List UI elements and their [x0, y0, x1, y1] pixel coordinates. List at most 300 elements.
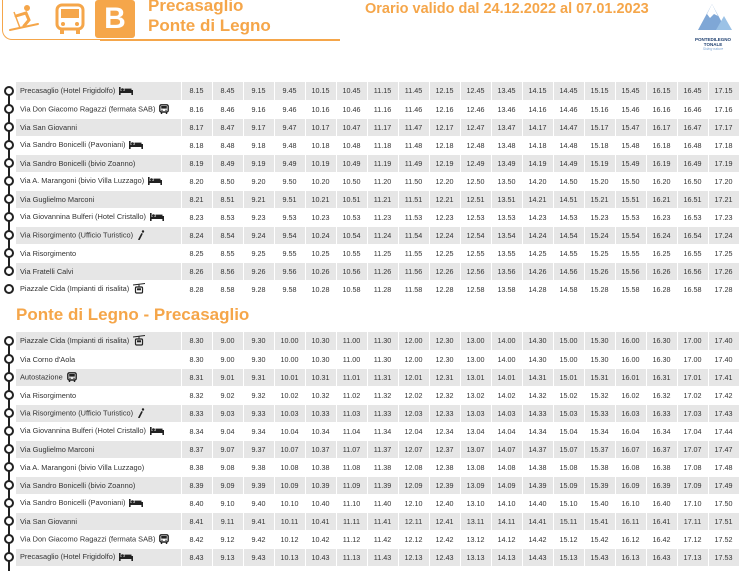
- departure-time: 9.30: [243, 332, 274, 350]
- departure-time: 17.00: [677, 332, 708, 350]
- departure-time: 10.55: [336, 244, 367, 262]
- departure-time: 16.33: [646, 404, 677, 422]
- stop-marker: [4, 176, 14, 186]
- departure-time: 11.46: [398, 100, 429, 118]
- departure-time: 13.13: [460, 548, 491, 566]
- table-row: [16, 280, 739, 298]
- departure-time: 9.47: [274, 118, 305, 136]
- departure-time: 12.49: [460, 154, 491, 172]
- departure-time: 17.43: [708, 404, 739, 422]
- departure-time: 9.58: [274, 280, 305, 298]
- departure-time: 8.38: [181, 458, 212, 476]
- departure-time: 16.34: [646, 422, 677, 440]
- departure-time: 15.25: [584, 244, 615, 262]
- departure-time: 9.26: [243, 262, 274, 280]
- departure-time: 15.43: [584, 548, 615, 566]
- departure-time: 17.03: [677, 404, 708, 422]
- table-row: [16, 548, 739, 566]
- stop-label: Via Corno d'Aola: [20, 354, 76, 364]
- stop-label: Via Risorgimento (Ufficio Turistico): [20, 229, 134, 239]
- departure-time: 9.17: [243, 118, 274, 136]
- departure-time: 12.42: [429, 530, 460, 548]
- departure-time: 16.48: [677, 136, 708, 154]
- departure-time: 10.50: [336, 172, 367, 190]
- departure-time: 8.47: [212, 118, 243, 136]
- departure-time: 16.56: [677, 262, 708, 280]
- stop-name: [16, 332, 181, 350]
- departure-time: 13.50: [491, 172, 522, 190]
- departure-time: 9.53: [274, 208, 305, 226]
- stop-name: [16, 208, 181, 226]
- bed-icon: [150, 213, 164, 222]
- departure-time: 14.00: [491, 350, 522, 368]
- departure-time: 11.58: [398, 280, 429, 298]
- departure-time: 13.54: [491, 226, 522, 244]
- table-row: [16, 244, 739, 262]
- departure-time: 9.12: [212, 530, 243, 548]
- departure-time: 15.49: [615, 154, 646, 172]
- departure-time: 16.18: [646, 136, 677, 154]
- stop-label: Via Don Giacomo Ragazzi (fermata SAB): [20, 533, 156, 543]
- departure-time: 9.37: [243, 440, 274, 458]
- departure-time: 13.08: [460, 458, 491, 476]
- departure-time: 14.09: [491, 476, 522, 494]
- stop-label: Via Giovannina Bulferi (Hotel Cristallo): [20, 212, 146, 222]
- departure-time: 11.20: [367, 172, 398, 190]
- departure-time: 14.20: [522, 172, 553, 190]
- departure-time: 11.49: [398, 154, 429, 172]
- departure-time: 17.52: [708, 530, 739, 548]
- pontedilegno-tonale-logo: PONTEDILEGNO TONALE Skiing nature: [690, 0, 736, 46]
- table-row: [16, 476, 739, 494]
- departure-time: 9.21: [243, 190, 274, 208]
- departure-time: 9.30: [243, 350, 274, 368]
- departure-time: 16.03: [615, 404, 646, 422]
- departure-time: 15.51: [615, 190, 646, 208]
- departure-time: 12.40: [429, 494, 460, 512]
- departure-time: 15.58: [615, 280, 646, 298]
- departure-time: 12.12: [398, 530, 429, 548]
- stop-label: Precasaglio (Hotel Frigidolfo): [20, 85, 116, 95]
- info-icon: [137, 230, 145, 241]
- departure-time: 10.32: [305, 386, 336, 404]
- departure-time: 10.37: [305, 440, 336, 458]
- departure-time: 14.26: [522, 262, 553, 280]
- departure-time: 11.09: [336, 476, 367, 494]
- departure-time: 14.49: [553, 154, 584, 172]
- departure-time: 10.33: [305, 404, 336, 422]
- departure-time: 16.43: [646, 548, 677, 566]
- table-row: [16, 512, 739, 530]
- stop-name: [16, 226, 181, 244]
- stop-label: Via Giovannina Bulferi (Hotel Cristallo): [20, 426, 146, 436]
- departure-time: 16.21: [646, 190, 677, 208]
- table-row: [16, 172, 739, 190]
- departure-time: 14.28: [522, 280, 553, 298]
- departure-time: 11.12: [336, 530, 367, 548]
- departure-time: 9.45: [274, 82, 305, 100]
- departure-time: 10.21: [305, 190, 336, 208]
- departure-time: 15.01: [553, 368, 584, 386]
- stop-marker: [4, 444, 14, 454]
- departure-time: 11.18: [367, 136, 398, 154]
- departure-time: 12.30: [429, 350, 460, 368]
- departure-time: 14.16: [522, 100, 553, 118]
- departure-time: 10.31: [305, 368, 336, 386]
- departure-time: 9.23: [243, 208, 274, 226]
- stop-marker: [4, 552, 14, 562]
- departure-time: 15.12: [553, 530, 584, 548]
- departure-time: 16.07: [615, 440, 646, 458]
- departure-time: 17.51: [708, 512, 739, 530]
- departure-time: 15.04: [553, 422, 584, 440]
- stop-marker: [4, 336, 14, 346]
- stop-label: Via Guglielmo Marconi: [20, 194, 95, 204]
- departure-time: 13.45: [491, 82, 522, 100]
- departure-time: 14.07: [491, 440, 522, 458]
- departure-time: 15.50: [615, 172, 646, 190]
- stop-marker: [4, 86, 14, 96]
- departure-time: 13.51: [491, 190, 522, 208]
- departure-time: 12.10: [398, 494, 429, 512]
- departure-time: 16.23: [646, 208, 677, 226]
- departure-time: 17.16: [708, 100, 739, 118]
- departure-time: 14.32: [522, 386, 553, 404]
- departure-time: 13.03: [460, 404, 491, 422]
- departure-time: 9.43: [243, 548, 274, 566]
- departure-time: 16.55: [677, 244, 708, 262]
- departure-time: 14.04: [491, 422, 522, 440]
- stop-label: Via Risorgimento: [20, 390, 77, 400]
- departure-time: 10.38: [305, 458, 336, 476]
- departure-time: 9.24: [243, 226, 274, 244]
- departure-time: 14.40: [522, 494, 553, 512]
- bed-icon: [148, 177, 162, 186]
- stop-marker: [4, 140, 14, 150]
- departure-time: 14.46: [553, 100, 584, 118]
- departure-time: 17.00: [677, 350, 708, 368]
- departure-time: 13.11: [460, 512, 491, 530]
- departure-time: 8.34: [181, 422, 212, 440]
- departure-time: 13.56: [491, 262, 522, 280]
- departure-time: 17.40: [708, 332, 739, 350]
- cable-car-icon: [133, 283, 145, 295]
- stop-marker: [4, 534, 14, 544]
- departure-time: 12.02: [398, 386, 429, 404]
- departure-time: 11.03: [336, 404, 367, 422]
- departure-time: 8.31: [181, 368, 212, 386]
- departure-time: 17.08: [677, 458, 708, 476]
- departure-time: 17.49: [708, 476, 739, 494]
- stop-label: Via Sandro Bonicelli (Pavoniani): [20, 140, 126, 150]
- departure-time: 13.55: [491, 244, 522, 262]
- departure-time: 12.48: [460, 136, 491, 154]
- departure-time: 14.19: [522, 154, 553, 172]
- departure-time: 15.30: [584, 350, 615, 368]
- departure-time: 12.20: [429, 172, 460, 190]
- stop-name: [16, 476, 181, 494]
- departure-time: 11.26: [367, 262, 398, 280]
- departure-time: 16.30: [646, 350, 677, 368]
- departure-time: 12.55: [460, 244, 491, 262]
- departure-time: 16.41: [646, 512, 677, 530]
- departure-time: 10.08: [274, 458, 305, 476]
- departure-time: 12.09: [398, 476, 429, 494]
- departure-time: 11.34: [367, 422, 398, 440]
- departure-time: 9.04: [212, 422, 243, 440]
- departure-time: 8.41: [181, 512, 212, 530]
- departure-time: 11.53: [398, 208, 429, 226]
- departure-time: 8.48: [212, 136, 243, 154]
- departure-time: 16.58: [677, 280, 708, 298]
- stop-name: [16, 440, 181, 458]
- departure-time: 10.17: [305, 118, 336, 136]
- departure-time: 12.28: [429, 280, 460, 298]
- departure-time: 11.38: [367, 458, 398, 476]
- departure-time: 9.16: [243, 100, 274, 118]
- departure-time: 12.37: [429, 440, 460, 458]
- departure-time: 15.54: [615, 226, 646, 244]
- departure-time: 8.30: [181, 332, 212, 350]
- table-row: [16, 422, 739, 440]
- departure-time: 12.47: [460, 118, 491, 136]
- departure-time: 11.01: [336, 368, 367, 386]
- departure-time: 8.56: [212, 262, 243, 280]
- stop-marker: [4, 284, 14, 294]
- departure-time: 12.17: [429, 118, 460, 136]
- departure-time: 14.42: [522, 530, 553, 548]
- departure-time: 17.24: [708, 226, 739, 244]
- departure-time: 15.15: [584, 82, 615, 100]
- stop-name: [16, 458, 181, 476]
- departure-time: 17.25: [708, 244, 739, 262]
- departure-time: 8.26: [181, 262, 212, 280]
- departure-time: 16.31: [646, 368, 677, 386]
- stop-name: [16, 512, 181, 530]
- departure-time: 8.51: [212, 190, 243, 208]
- departure-time: 17.48: [708, 458, 739, 476]
- departure-time: 17.21: [708, 190, 739, 208]
- stop-marker: [4, 266, 14, 276]
- validity-text: Orario valido dal 24.12.2022 al 07.01.2023: [365, 1, 649, 17]
- departure-time: 14.41: [522, 512, 553, 530]
- departure-time: 8.53: [212, 208, 243, 226]
- departure-time: 14.55: [553, 244, 584, 262]
- departure-time: 10.10: [274, 494, 305, 512]
- stop-label: Via Guglielmo Marconi: [20, 444, 95, 454]
- departure-time: 12.30: [429, 332, 460, 350]
- departure-time: 9.02: [212, 386, 243, 404]
- stop-marker: [4, 248, 14, 258]
- departure-time: 8.43: [181, 548, 212, 566]
- departure-time: 16.15: [646, 82, 677, 100]
- departure-time: 16.08: [615, 458, 646, 476]
- departure-time: 8.45: [212, 82, 243, 100]
- departure-time: 13.53: [491, 208, 522, 226]
- departure-time: 10.13: [274, 548, 305, 566]
- departure-time: 14.25: [522, 244, 553, 262]
- departure-time: 14.21: [522, 190, 553, 208]
- departure-time: 14.51: [553, 190, 584, 208]
- departure-time: 14.34: [522, 422, 553, 440]
- departure-time: 17.01: [677, 368, 708, 386]
- departure-time: 17.04: [677, 422, 708, 440]
- departure-time: 16.49: [677, 154, 708, 172]
- departure-time: 14.17: [522, 118, 553, 136]
- departure-time: 9.46: [274, 100, 305, 118]
- departure-time: 9.11: [212, 512, 243, 530]
- departure-time: 8.37: [181, 440, 212, 458]
- departure-time: 16.54: [677, 226, 708, 244]
- stop-label: Autostazione: [20, 371, 63, 381]
- departure-time: 15.34: [584, 422, 615, 440]
- departure-time: 12.45: [460, 82, 491, 100]
- departure-time: 10.49: [336, 154, 367, 172]
- departure-time: 9.33: [243, 404, 274, 422]
- stop-name: [16, 244, 181, 262]
- departure-time: 8.40: [181, 494, 212, 512]
- departure-time: 13.48: [491, 136, 522, 154]
- stop-name: [16, 262, 181, 280]
- departure-time: 11.11: [336, 512, 367, 530]
- departure-time: 10.53: [336, 208, 367, 226]
- stop-name: [16, 494, 181, 512]
- departure-time: 17.15: [708, 82, 739, 100]
- departure-time: 14.56: [553, 262, 584, 280]
- departure-time: 8.32: [181, 386, 212, 404]
- departure-time: 11.00: [336, 350, 367, 368]
- departure-time: 13.07: [460, 440, 491, 458]
- table-row: [16, 440, 739, 458]
- stop-label: Via San Giovanni: [20, 122, 77, 132]
- departure-time: 14.38: [522, 458, 553, 476]
- departure-time: 10.42: [305, 530, 336, 548]
- departure-time: 10.30: [305, 332, 336, 350]
- stop-name: [16, 280, 181, 298]
- departure-time: 15.21: [584, 190, 615, 208]
- departure-time: 16.53: [677, 208, 708, 226]
- departure-time: 9.03: [212, 404, 243, 422]
- departure-time: 12.38: [429, 458, 460, 476]
- departure-time: 14.13: [491, 548, 522, 566]
- departure-time: 9.15: [243, 82, 274, 100]
- table-row: [16, 100, 739, 118]
- departure-time: 12.51: [460, 190, 491, 208]
- departure-time: 11.24: [367, 226, 398, 244]
- table-row: [16, 332, 739, 350]
- departure-time: 9.25: [243, 244, 274, 262]
- departure-time: 8.50: [212, 172, 243, 190]
- departure-time: 12.33: [429, 404, 460, 422]
- departure-time: 16.17: [646, 118, 677, 136]
- departure-time: 12.18: [429, 136, 460, 154]
- departure-time: 12.00: [398, 332, 429, 350]
- departure-time: 17.02: [677, 386, 708, 404]
- departure-time: 15.26: [584, 262, 615, 280]
- table-row: [16, 262, 739, 280]
- departure-time: 17.13: [677, 548, 708, 566]
- departure-time: 8.28: [181, 280, 212, 298]
- departure-time: 9.18: [243, 136, 274, 154]
- departure-time: 8.49: [212, 154, 243, 172]
- departure-time: 8.58: [212, 280, 243, 298]
- departure-time: 10.56: [336, 262, 367, 280]
- departure-time: 8.42: [181, 530, 212, 548]
- departure-time: 11.17: [367, 118, 398, 136]
- departure-time: 14.45: [553, 82, 584, 100]
- departure-time: 17.26: [708, 262, 739, 280]
- stop-name: [16, 530, 181, 548]
- departure-time: 11.54: [398, 226, 429, 244]
- departure-time: 11.48: [398, 136, 429, 154]
- info-icon: [137, 408, 145, 419]
- departure-time: 16.51: [677, 190, 708, 208]
- departure-time: 11.33: [367, 404, 398, 422]
- skier-icon: [8, 2, 40, 36]
- departure-time: 13.00: [460, 332, 491, 350]
- departure-time: 16.00: [615, 332, 646, 350]
- table-row: [16, 190, 739, 208]
- departure-time: 14.12: [491, 530, 522, 548]
- departure-time: 17.18: [708, 136, 739, 154]
- departure-time: 16.16: [646, 100, 677, 118]
- departure-time: 10.40: [305, 494, 336, 512]
- departure-time: 9.39: [243, 476, 274, 494]
- departure-time: 10.34: [305, 422, 336, 440]
- departure-time: 16.28: [646, 280, 677, 298]
- departure-time: 12.41: [429, 512, 460, 530]
- stop-label: Via A. Marangoni (bivio Villa Luzzago): [20, 462, 145, 472]
- departure-time: 11.08: [336, 458, 367, 476]
- departure-time: 17.44: [708, 422, 739, 440]
- table-row: [16, 404, 739, 422]
- departure-time: 10.09: [274, 476, 305, 494]
- departure-time: 16.40: [646, 494, 677, 512]
- departure-time: 10.25: [305, 244, 336, 262]
- departure-time: 17.28: [708, 280, 739, 298]
- departure-time: 9.48: [274, 136, 305, 154]
- departure-time: 16.30: [646, 332, 677, 350]
- departure-time: 17.11: [677, 512, 708, 530]
- departure-time: 9.09: [212, 476, 243, 494]
- departure-time: 11.04: [336, 422, 367, 440]
- departure-time: 14.43: [522, 548, 553, 566]
- departure-time: 8.54: [212, 226, 243, 244]
- departure-time: 8.18: [181, 136, 212, 154]
- stop-marker: [4, 372, 14, 382]
- departure-time: 15.38: [584, 458, 615, 476]
- departure-time: 15.20: [584, 172, 615, 190]
- bus-stop-icon: [159, 104, 169, 115]
- table-row: [16, 154, 739, 172]
- departure-time: 12.31: [429, 368, 460, 386]
- departure-time: 16.37: [646, 440, 677, 458]
- departure-time: 9.00: [212, 350, 243, 368]
- header-title-line1: Precasaglio: [148, 0, 244, 15]
- departure-time: 10.02: [274, 386, 305, 404]
- departure-time: 15.03: [553, 404, 584, 422]
- departure-time: 12.00: [398, 350, 429, 368]
- route-badge: B: [95, 0, 135, 38]
- departure-time: 14.23: [522, 208, 553, 226]
- header-title-line2: Ponte di Legno: [148, 16, 271, 35]
- departure-time: 10.15: [305, 82, 336, 100]
- departure-time: 15.42: [584, 530, 615, 548]
- departure-time: 11.25: [367, 244, 398, 262]
- departure-time: 12.01: [398, 368, 429, 386]
- departure-time: 16.26: [646, 262, 677, 280]
- table-row: [16, 82, 739, 100]
